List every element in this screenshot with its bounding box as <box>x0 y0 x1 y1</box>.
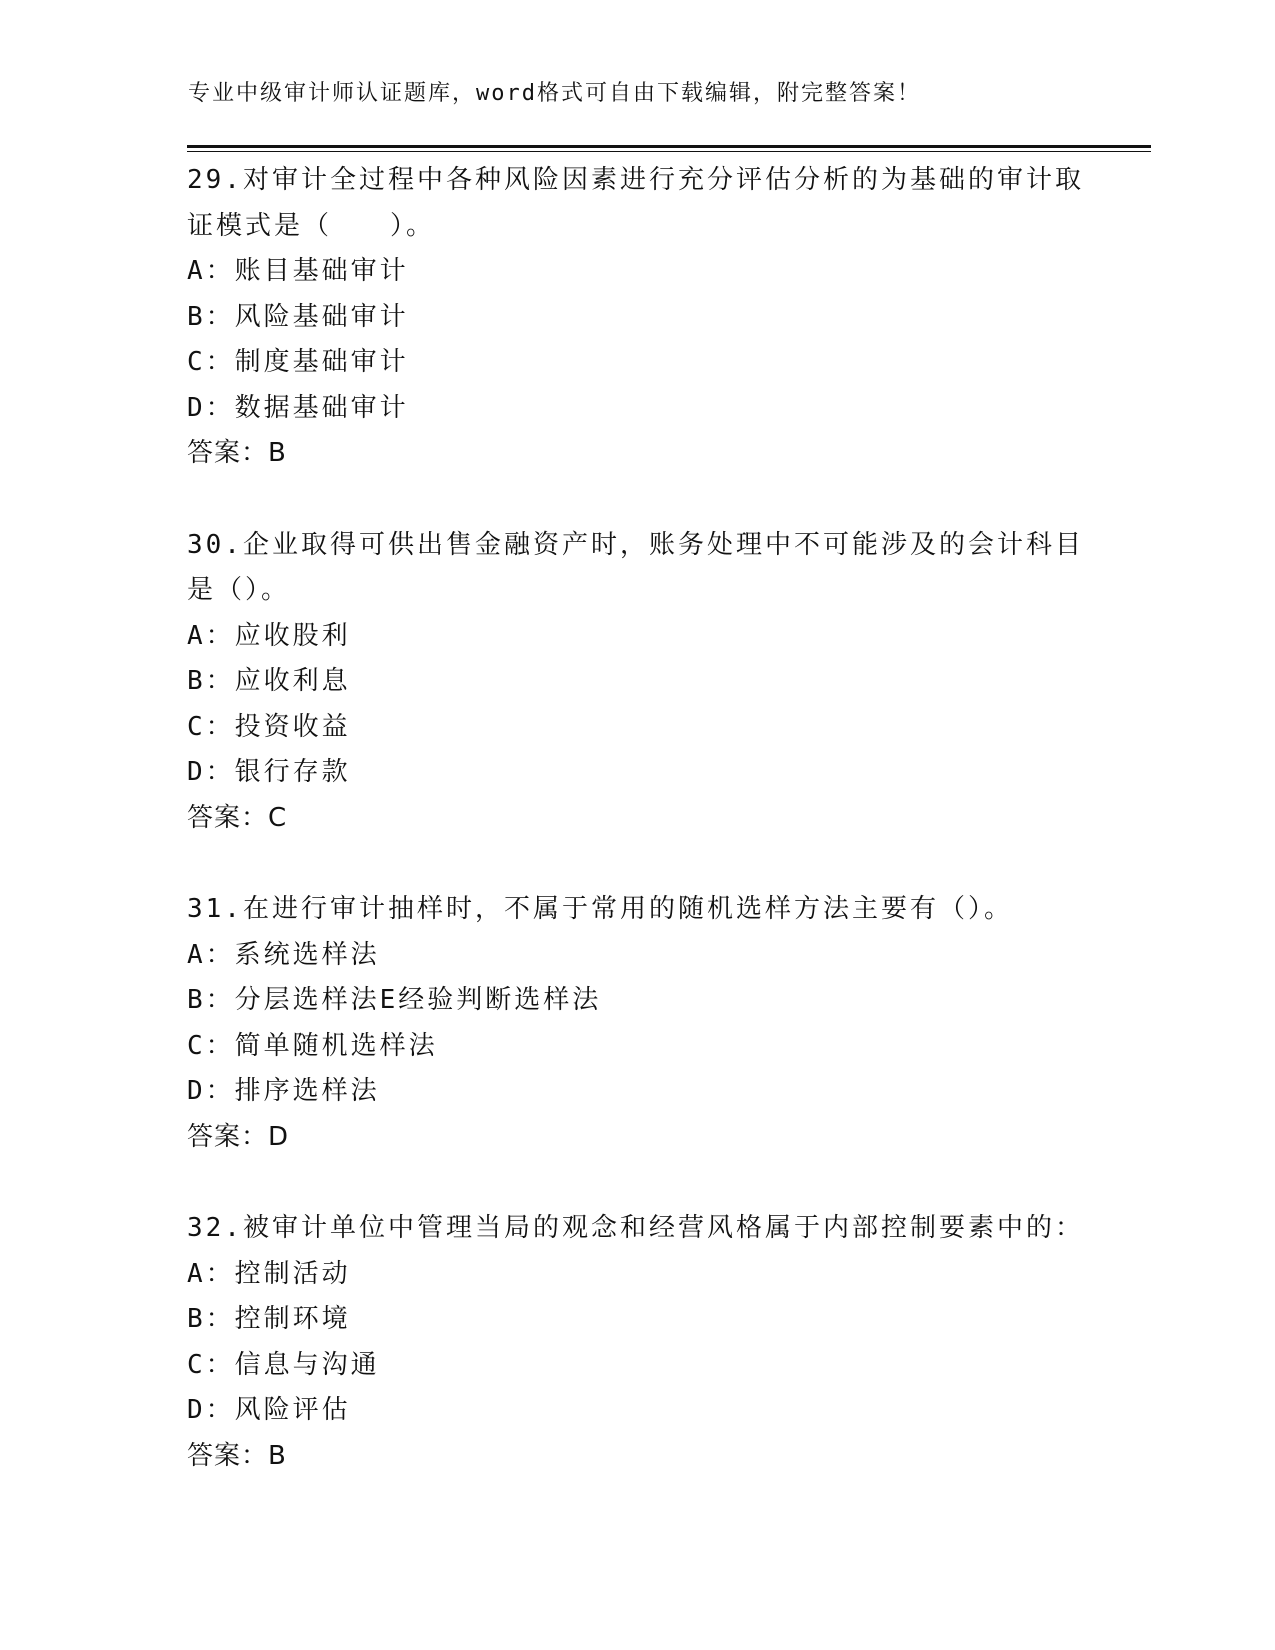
option-c: C：简单随机选样法 <box>187 1030 438 1061</box>
question-list <box>187 158 1087 1525</box>
option-c: C：投资收益 <box>187 711 351 742</box>
answer-line <box>187 1115 1087 1161</box>
answer-line <box>187 1434 1087 1480</box>
question-text: 29.对审计全过程中各种风险因素进行充分评估分析的为基础的审计取证模式是（ ）。 <box>187 165 1084 241</box>
answer-line <box>187 431 1087 477</box>
option-a: A：应收股利 <box>187 620 351 651</box>
question-text: 31.在进行审计抽样时，不属于常用的随机选样方法主要有（）。 <box>187 894 1013 924</box>
answer-label: 答案： <box>187 1121 269 1152</box>
option-c: C：制度基础审计 <box>187 347 409 377</box>
option-a: A：系统选样法 <box>187 939 380 970</box>
answer-label: 答案： <box>187 438 269 468</box>
question-30 <box>187 523 1087 842</box>
answer-label: 答案： <box>187 802 269 833</box>
option-d: D：排序选样法 <box>187 1076 380 1106</box>
option-b: B：控制环境 <box>187 1304 351 1334</box>
option-d: D：数据基础审计 <box>187 392 409 423</box>
page-header: 专业中级审计师认证题库，word格式可自由下载编辑，附完整答案！ <box>188 81 921 106</box>
question-31 <box>187 887 1087 1160</box>
answer-value: B <box>268 1440 287 1471</box>
option-b: B：风险基础审计 <box>187 301 409 332</box>
option-d: D：风险评估 <box>187 1395 351 1425</box>
header-rule-thin <box>187 151 1151 152</box>
option-c: C：信息与沟通 <box>187 1349 380 1380</box>
question-text: 32.被审计单位中管理当局的观念和经营风格属于内部控制要素中的： <box>187 1213 1084 1243</box>
answer-line <box>187 796 1087 842</box>
question-29 <box>187 158 1087 477</box>
option-d: D：银行存款 <box>187 757 351 787</box>
question-text: 30.企业取得可供出售金融资产时，账务处理中不可能涉及的会计科目是（）。 <box>187 529 1084 605</box>
answer-value: D <box>268 1121 290 1152</box>
answer-value: B <box>268 438 287 468</box>
question-32 <box>187 1206 1087 1479</box>
option-b: B：应收利息 <box>187 666 351 696</box>
option-b: B：分层选样法E经验判断选样法 <box>187 985 602 1015</box>
answer-value: C <box>268 802 288 833</box>
answer-label: 答案： <box>187 1440 269 1471</box>
header-rule-thick <box>187 145 1151 148</box>
option-a: A：控制活动 <box>187 1258 351 1289</box>
option-a: A：账目基础审计 <box>187 256 409 286</box>
